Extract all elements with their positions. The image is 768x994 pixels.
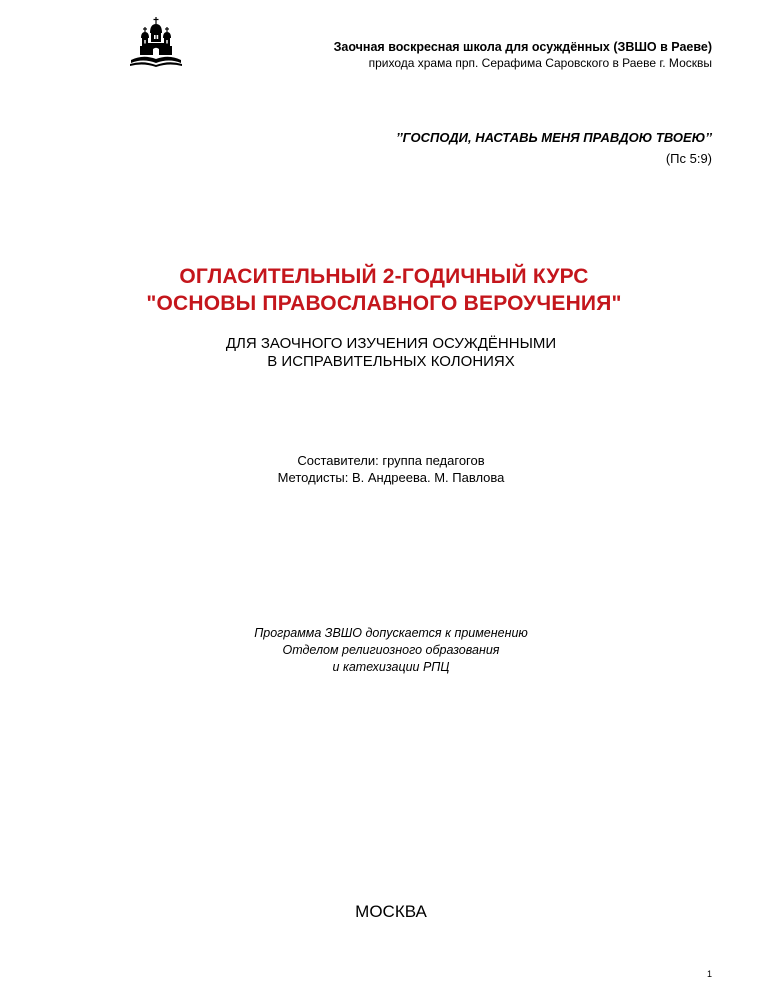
school-name: Заочная воскресная школа для осуждённых (ЗВШО в Раеве) [333, 40, 712, 54]
epigraph [212, 128, 712, 168]
approval-line-2: Отделом религиозного образования [282, 643, 500, 657]
approval-line-3: и катехизации РПЦ [332, 660, 450, 674]
parish-name: прихода храма прп. Серафима Саровского в Раеве г. Москвы [368, 56, 712, 70]
approval-line-1: Программа ЗВШО допускается к применению [254, 626, 528, 640]
approval-note [0, 625, 768, 676]
epigraph-reference: (Пс 5:9) [665, 151, 712, 166]
course-subtitle [0, 335, 768, 371]
course-title [0, 263, 768, 317]
course-title-line-1: ОГЛАСИТЕЛЬНЫЙ 2-ГОДИЧНЫЙ КУРС [179, 265, 589, 288]
page-number: 1 [706, 969, 712, 979]
compilers-line: Составители: группа педагогов [297, 453, 485, 468]
city-name: МОСКВА [355, 902, 427, 921]
compilers-block [0, 452, 768, 486]
course-title-line-2: "ОСНОВЫ ПРАВОСЛАВНОГО ВЕРОУЧЕНИЯ" [146, 292, 622, 315]
document-header [212, 39, 712, 71]
epigraph-quote: ’’ГОСПОДИ, НАСТАВЬ МЕНЯ ПРАВДОЮ ТВОЕЮ’’ [395, 130, 712, 145]
methodists-line: Методисты: В. Андреева. М. Павлова [277, 470, 505, 485]
course-subtitle-line-2: В ИСПРАВИТЕЛЬНЫХ КОЛОНИЯХ [267, 353, 515, 370]
church-logo-icon [128, 16, 184, 68]
course-subtitle-line-1: ДЛЯ ЗАОЧНОГО ИЗУЧЕНИЯ ОСУЖДЁННЫМИ [225, 335, 557, 352]
